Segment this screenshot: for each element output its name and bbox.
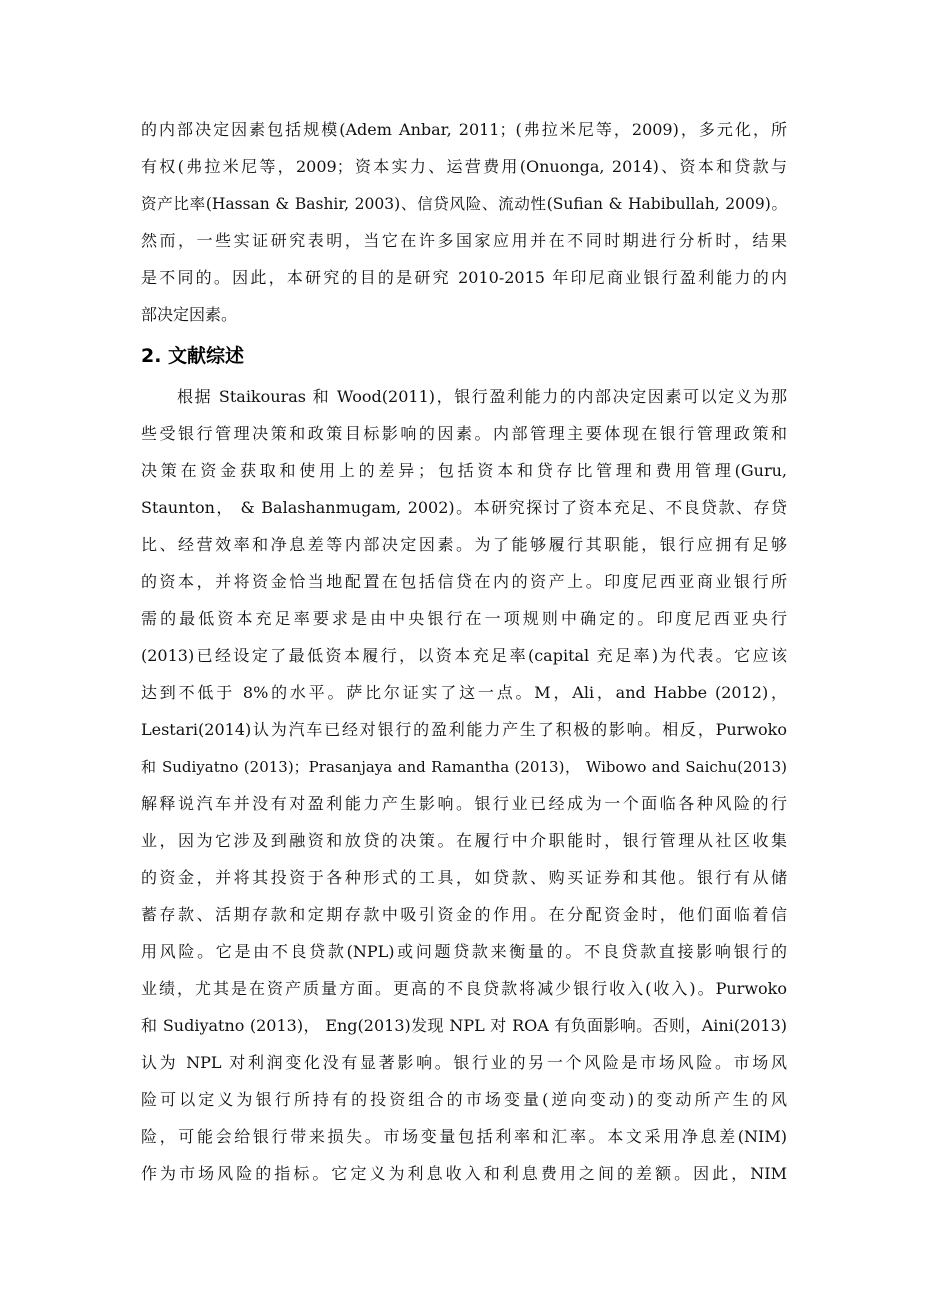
paragraph-line: Lestari(2014)认为汽车已经对银行的盈利能力产生了积极的影响。相反，Purwoko: [141, 720, 787, 739]
paragraph-line: 达到不低于 8%的水平。萨比尔证实了这一点。M，Ali，and Habbe (2012)，: [141, 683, 787, 702]
paragraph-line: 需的最低资本充足率要求是由中央银行在一项规则中确定的。印度尼西亚央行: [141, 609, 787, 628]
paragraph-line: 部决定因素。: [141, 305, 238, 324]
paragraph-line: Staunton， & Balashanmugam, 2002)。本研究探讨了资本充足、不良贷款、存贷: [141, 498, 787, 517]
paragraph-line: 些受银行管理决策和政策目标影响的因素。内部管理主要体现在银行管理政策和: [141, 424, 787, 443]
paragraph-line: 险可以定义为银行所持有的投资组合的市场变量(逆向变动)的变动所产生的风: [141, 1090, 787, 1109]
paragraph-line: 业，因为它涉及到融资和放贷的决策。在履行中介职能时，银行管理从社区收集: [141, 831, 787, 850]
paragraph-line: 作为市场风险的指标。它定义为利息收入和利息费用之间的差额。因此，NIM: [141, 1164, 787, 1183]
paragraph-line: 蓄存款、活期存款和定期存款中吸引资金的作用。在分配资金时，他们面临着信: [141, 905, 787, 924]
paragraph-line: 的资本，并将资金恰当地配置在包括信贷在内的资产上。印度尼西亚商业银行所: [141, 572, 787, 591]
paragraph-line: 然而，一些实证研究表明，当它在许多国家应用并在不同时期进行分析时，结果: [141, 231, 787, 250]
section-heading: 2. 文献综述: [141, 345, 245, 367]
paragraph-line: 根据 Staikouras 和 Wood(2011)，银行盈利能力的内部决定因素可以定义为那: [177, 387, 787, 406]
paragraph-line: 有权(弗拉米尼等，2009；资本实力、运营费用(Onuonga, 2014)、资本和贷款与: [141, 157, 787, 176]
paragraph-line: 和 Sudiyatno (2013)；Prasanjaya and Ramantha (2013)， Wibowo and Saichu(2013): [141, 758, 787, 776]
paragraph-line: 比、经营效率和净息差等内部决定因素。为了能够履行其职能，银行应拥有足够: [141, 535, 787, 554]
paragraph-line: (2013)已经设定了最低资本履行，以资本充足率(capital 充足率)为代表。它应该: [141, 646, 787, 665]
paragraph-line: 决策在资金获取和使用上的差异；包括资本和贷存比管理和费用管理(Guru,: [141, 461, 787, 480]
paragraph-line: 险，可能会给银行带来损失。市场变量包括利率和汇率。本文采用净息差(NIM): [141, 1127, 787, 1146]
paragraph-line: 的资金，并将其投资于各种形式的工具，如贷款、购买证券和其他。银行有从储: [141, 868, 787, 887]
paragraph-line: 解释说汽车并没有对盈利能力产生影响。银行业已经成为一个面临各种风险的行: [141, 794, 787, 813]
paragraph-line: 用风险。它是由不良贷款(NPL)或问题贷款来衡量的。不良贷款直接影响银行的: [141, 942, 787, 961]
paragraph-line: 资产比率(Hassan & Bashir, 2003)、信贷风险、流动性(Sufian & Habibullah, 2009)。: [141, 195, 787, 213]
paragraph-line: 和 Sudiyatno (2013)， Eng(2013)发现 NPL 对 ROA 有负面影响。否则，Aini(2013): [141, 1016, 787, 1035]
paragraph-line: 是不同的。因此，本研究的目的是研究 2010-2015 年印尼商业银行盈利能力的内: [141, 268, 787, 287]
paragraph-line: 认为 NPL 对利润变化没有显著影响。银行业的另一个风险是市场风险。市场风: [141, 1053, 787, 1072]
paragraph-line: 的内部决定因素包括规模(Adem Anbar, 2011；(弗拉米尼等，2009)，多元化，所: [141, 120, 787, 139]
paragraph-line: 业绩，尤其是在资产质量方面。更高的不良贷款将减少银行收入(收入)。Purwoko: [141, 979, 787, 998]
